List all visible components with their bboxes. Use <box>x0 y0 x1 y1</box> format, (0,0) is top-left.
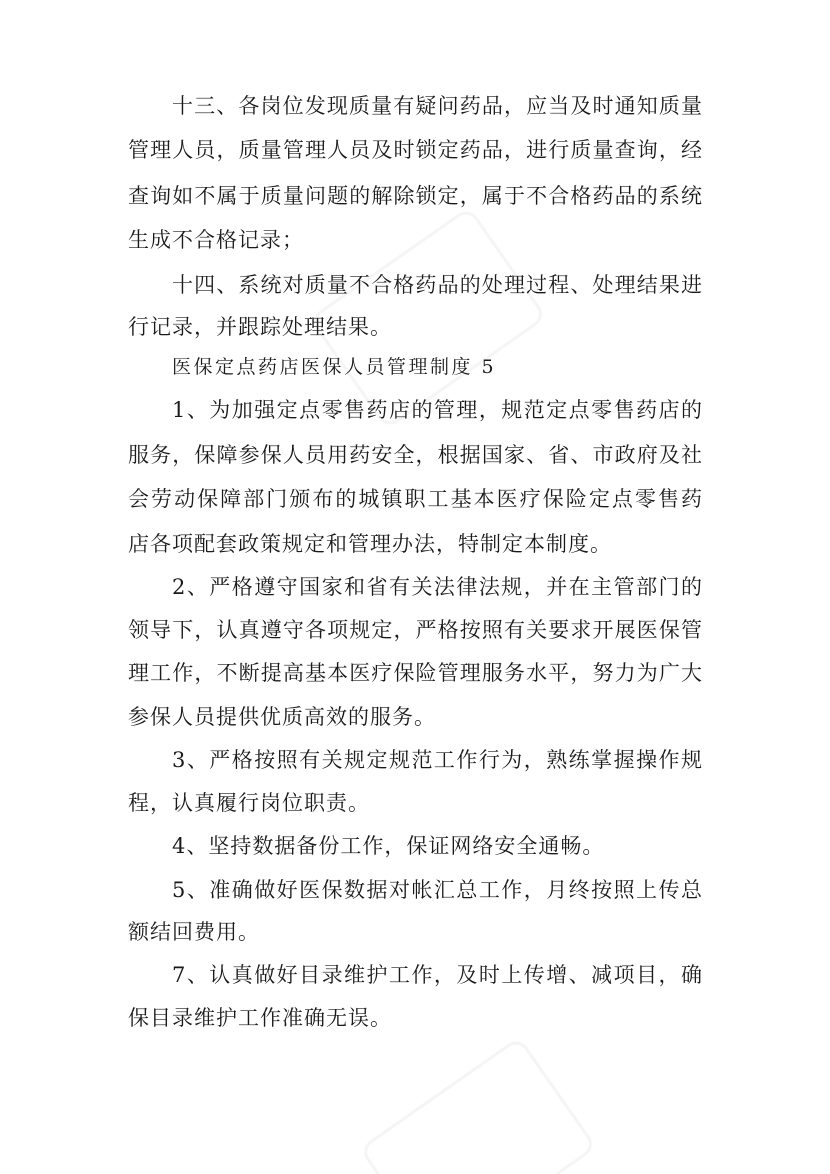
paragraph-5-line-1: 5、准确做好医保数据对帐汇总工作，月终按照上传总 <box>172 878 702 902</box>
paragraph-13-line-4: 生成不合格记录； <box>128 228 304 252</box>
section-heading: 医保定点药店医保人员管理制度 5 <box>172 356 497 378</box>
paragraph-13-line-3: 查询如不属于质量问题的解除锁定，属于不合格药品的系统 <box>128 184 702 208</box>
paragraph-14-line-2: 行记录，并跟踪处理结果。 <box>128 315 392 339</box>
paragraph-3-line-1: 3、严格按照有关规定规范工作行为，熟练掌握操作规 <box>172 748 702 772</box>
paragraph-13-line-1: 十三、各岗位发现质量有疑问药品，应当及时通知质量 <box>172 94 702 118</box>
paragraph-2-line-3: 理工作，不断提高基本医疗保险管理服务水平，努力为广大 <box>128 661 702 685</box>
paragraph-4-line-1: 4、坚持数据备份工作，保证网络安全通畅。 <box>172 834 605 858</box>
watermark-mark <box>359 1036 598 1174</box>
paragraph-1-line-3: 会劳动保障部门颁布的城镇职工基本医疗保险定点零售药 <box>128 487 702 511</box>
paragraph-2-line-2: 领导下，认真遵守各项规定，严格按照有关要求开展医保管 <box>128 618 702 642</box>
paragraph-3-line-2: 程，认真履行岗位职责。 <box>128 791 370 815</box>
paragraph-13-line-2: 管理人员，质量管理人员及时锁定药品，进行质量查询，经 <box>128 138 702 162</box>
paragraph-7-line-2: 保目录维护工作准确无误。 <box>128 1006 392 1030</box>
paragraph-1-line-2: 服务，保障参保人员用药安全，根据国家、省、市政府及社 <box>128 443 702 467</box>
paragraph-1-line-1: 1、为加强定点零售药店的管理，规范定点零售药店的 <box>172 398 702 422</box>
paragraph-2-line-4: 参保人员提供优质高效的服务。 <box>128 705 436 729</box>
paragraph-5-line-2: 额结回费用。 <box>128 920 260 944</box>
paragraph-1-line-4: 店各项配套政策规定和管理办法，特制定本制度。 <box>128 532 612 556</box>
paragraph-2-line-1: 2、严格遵守国家和省有关法律法规，并在主管部门的 <box>172 575 702 599</box>
paragraph-7-line-1: 7、认真做好目录维护工作，及时上传增、减项目，确 <box>172 963 702 987</box>
paragraph-14-line-1: 十四、系统对质量不合格药品的处理过程、处理结果进 <box>172 273 702 297</box>
